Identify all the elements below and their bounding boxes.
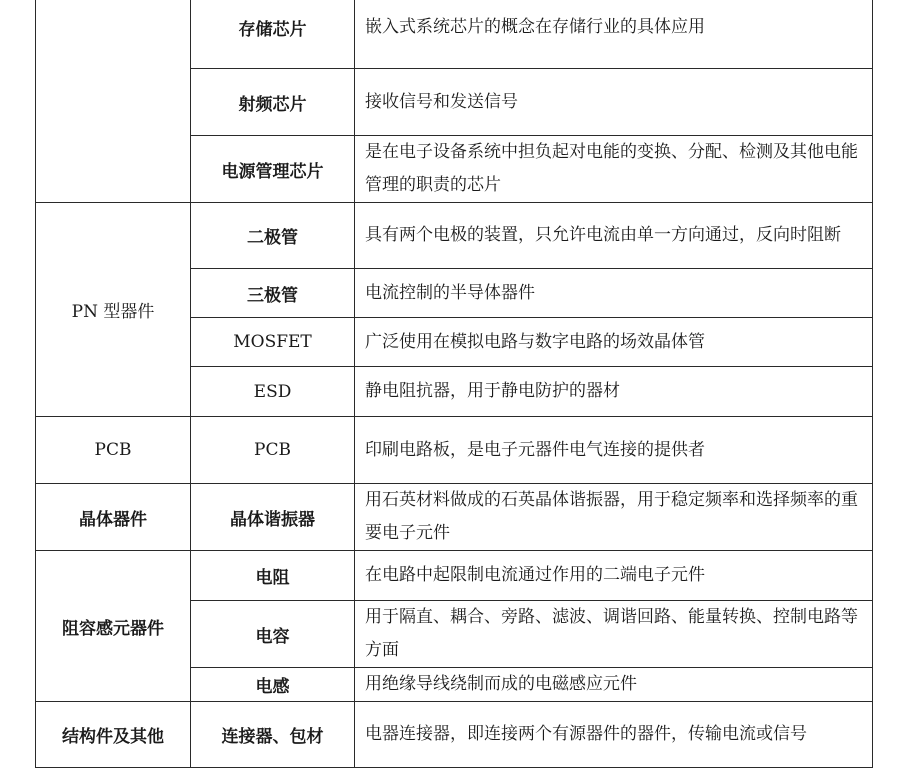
subcategory-cell: 电源管理芯片 — [191, 136, 355, 203]
category-cell — [36, 0, 191, 203]
table-row — [36, 417, 873, 484]
subcategory-cell: 三极管 — [191, 269, 355, 318]
subcategory-cell: 存储芯片 — [191, 0, 355, 69]
description-cell: 是在电子设备系统中担负起对电能的变换、分配、检测及其他电能管理的职责的芯片 — [355, 136, 873, 203]
table-row — [36, 702, 873, 768]
description-cell: 广泛使用在模拟电路与数字电路的场效晶体管 — [355, 318, 873, 367]
subcategory-cell: MOSFET — [191, 318, 355, 367]
subcategory-cell: 电容 — [191, 601, 355, 668]
description-cell: 静电阻抗器，用于静电防护的器材 — [355, 367, 873, 417]
table-row — [36, 551, 873, 601]
subcategory-cell: 射频芯片 — [191, 69, 355, 136]
table-row — [36, 203, 873, 269]
subcategory-cell: PCB — [191, 417, 355, 484]
description-cell: 用于隔直、耦合、旁路、滤波、调谐回路、能量转换、控制电路等方面 — [355, 601, 873, 668]
description-cell: 印刷电路板，是电子元器件电气连接的提供者 — [355, 417, 873, 484]
category-cell: 晶体器件 — [36, 484, 191, 551]
description-cell: 在电路中起限制电流通过作用的二端电子元件 — [355, 551, 873, 601]
subcategory-cell: 晶体谐振器 — [191, 484, 355, 551]
description-cell: 接收信号和发送信号 — [355, 69, 873, 136]
description-cell: 用绝缘导线绕制而成的电磁感应元件 — [355, 668, 873, 702]
subcategory-cell: ESD — [191, 367, 355, 417]
description-cell: 具有两个电极的装置，只允许电流由单一方向通过，反向时阻断 — [355, 203, 873, 269]
description-cell: 嵌入式系统芯片的概念在存储行业的具体应用 — [355, 0, 873, 69]
description-cell: 电流控制的半导体器件 — [355, 269, 873, 318]
description-cell: 用石英材料做成的石英晶体谐振器，用于稳定频率和选择频率的重要电子元件 — [355, 484, 873, 551]
description-cell: 电器连接器，即连接两个有源器件的器件，传输电流或信号 — [355, 702, 873, 768]
component-table — [35, 0, 873, 768]
category-cell: 阻容感元器件 — [36, 551, 191, 702]
category-cell: 结构件及其他 — [36, 702, 191, 768]
subcategory-cell: 电阻 — [191, 551, 355, 601]
category-cell: PCB — [36, 417, 191, 484]
subcategory-cell: 连接器、包材 — [191, 702, 355, 768]
subcategory-cell: 二极管 — [191, 203, 355, 269]
table-row — [36, 484, 873, 551]
table-row — [36, 0, 873, 69]
subcategory-cell: 电感 — [191, 668, 355, 702]
category-cell: PN 型器件 — [36, 203, 191, 417]
